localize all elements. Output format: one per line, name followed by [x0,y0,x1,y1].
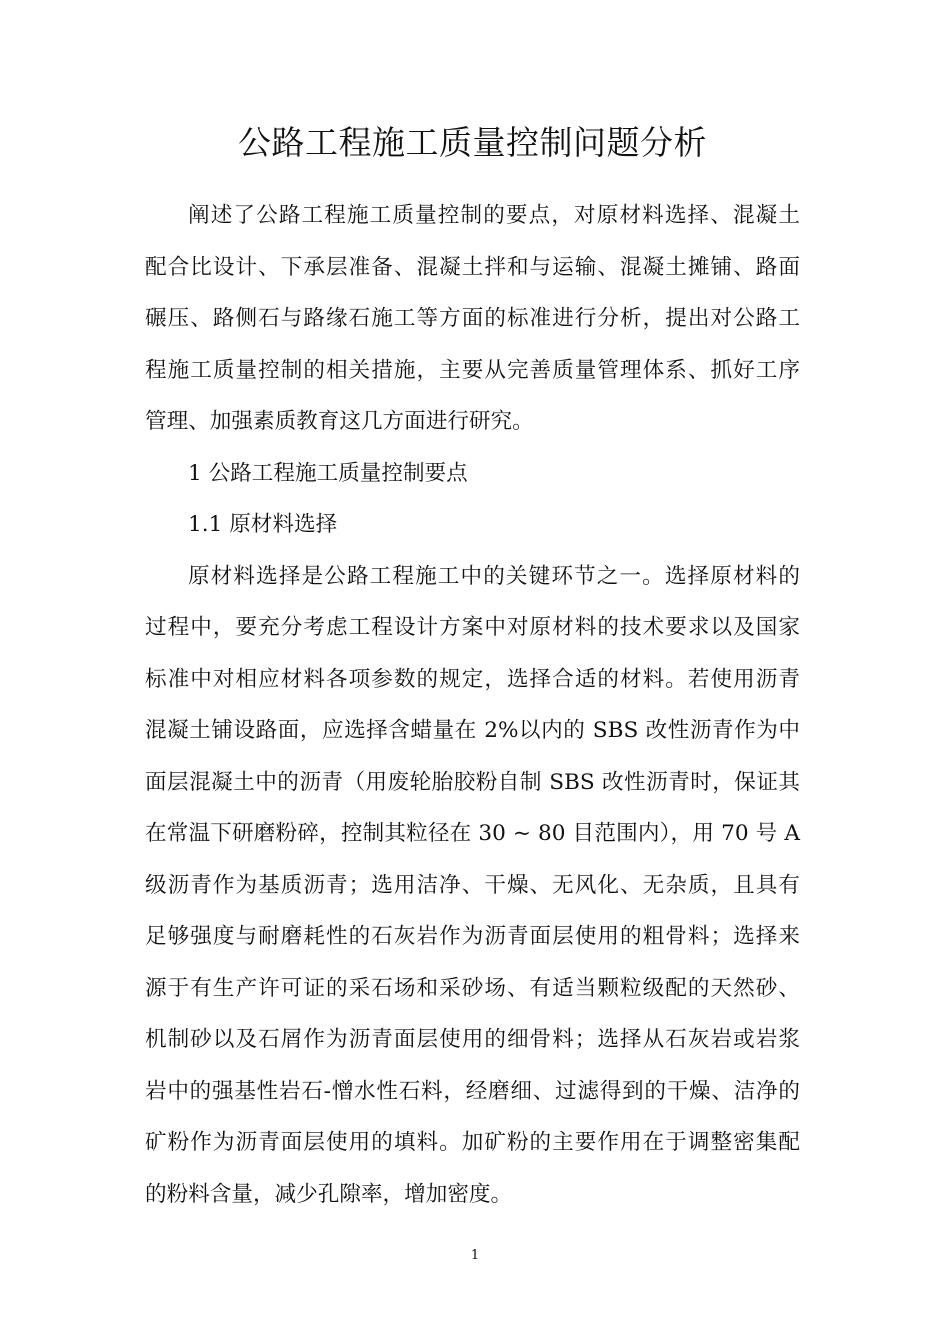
text-line: 矿粉作为沥青面层使用的填料。加矿粉的主要作用在于调整密集配 [145,1130,800,1155]
subsection-heading: 1.1 原材料选择 [188,512,338,537]
text-line: 机制砂以及石屑作为沥青面层使用的细骨料；选择从石灰岩或岩浆 [145,1027,800,1052]
text-line: 配合比设计、下承层准备、混凝土拌和与运输、混凝土摊铺、路面 [145,254,800,280]
page-number: 1 [470,1248,480,1263]
text-line: 程施工质量控制的相关措施，主要从完善质量管理体系、抓好工序 [145,357,800,383]
text-line: 阐述了公路工程施工质量控制的要点，对原材料选择、混凝土 [188,203,800,228]
text-line: 源于有生产许可证的采石场和采砂场、有适当颗粒级配的天然砂、 [145,975,800,1001]
text-line: 面层混凝土中的沥青（用废轮胎胶粉自制 SBS 改性沥青时，保证其 [145,769,800,795]
text-line: 级沥青作为基质沥青；选用洁净、干燥、无风化、无杂质，且具有 [145,872,800,898]
text-line: 过程中，要充分考虑工程设计方案中对原材料的技术要求以及国家 [145,615,800,640]
text-line: 管理、加强素质教育这几方面进行研究。 [145,409,534,434]
text-line: 标准中对相应材料各项参数的规定，选择合适的材料。若使用沥青 [145,666,800,692]
text-line: 岩中的强基性岩石-憎水性石料，经磨细、过滤得到的干燥、洁净的 [145,1078,800,1104]
body-paragraph [145,551,800,1221]
text-line: 足够强度与耐磨耗性的石灰岩作为沥青面层使用的粗骨料；选择来 [145,924,800,949]
text-line: 碾压、路侧石与路缘石施工等方面的标准进行分析，提出对公路工 [145,306,800,331]
section-heading: 1 公路工程施工质量控制要点 [188,460,468,486]
document-title: 公路工程施工质量控制问题分析 [238,123,707,162]
text-line: 原材料选择是公路工程施工中的关键环节之一。选择原材料的 [188,563,800,589]
text-line: 混凝土铺设路面，应选择含蜡量在 2%以内的 SBS 改性沥青作为中 [145,718,800,743]
document-body [145,190,800,1220]
abstract-paragraph [145,190,800,448]
text-line: 在常温下研磨粉碎，控制其粒径在 30 ~ 80 目范围内），用 70 号 A [145,821,800,846]
text-line: 的粉料含量，减少孔隙率，增加密度。 [145,1181,513,1207]
